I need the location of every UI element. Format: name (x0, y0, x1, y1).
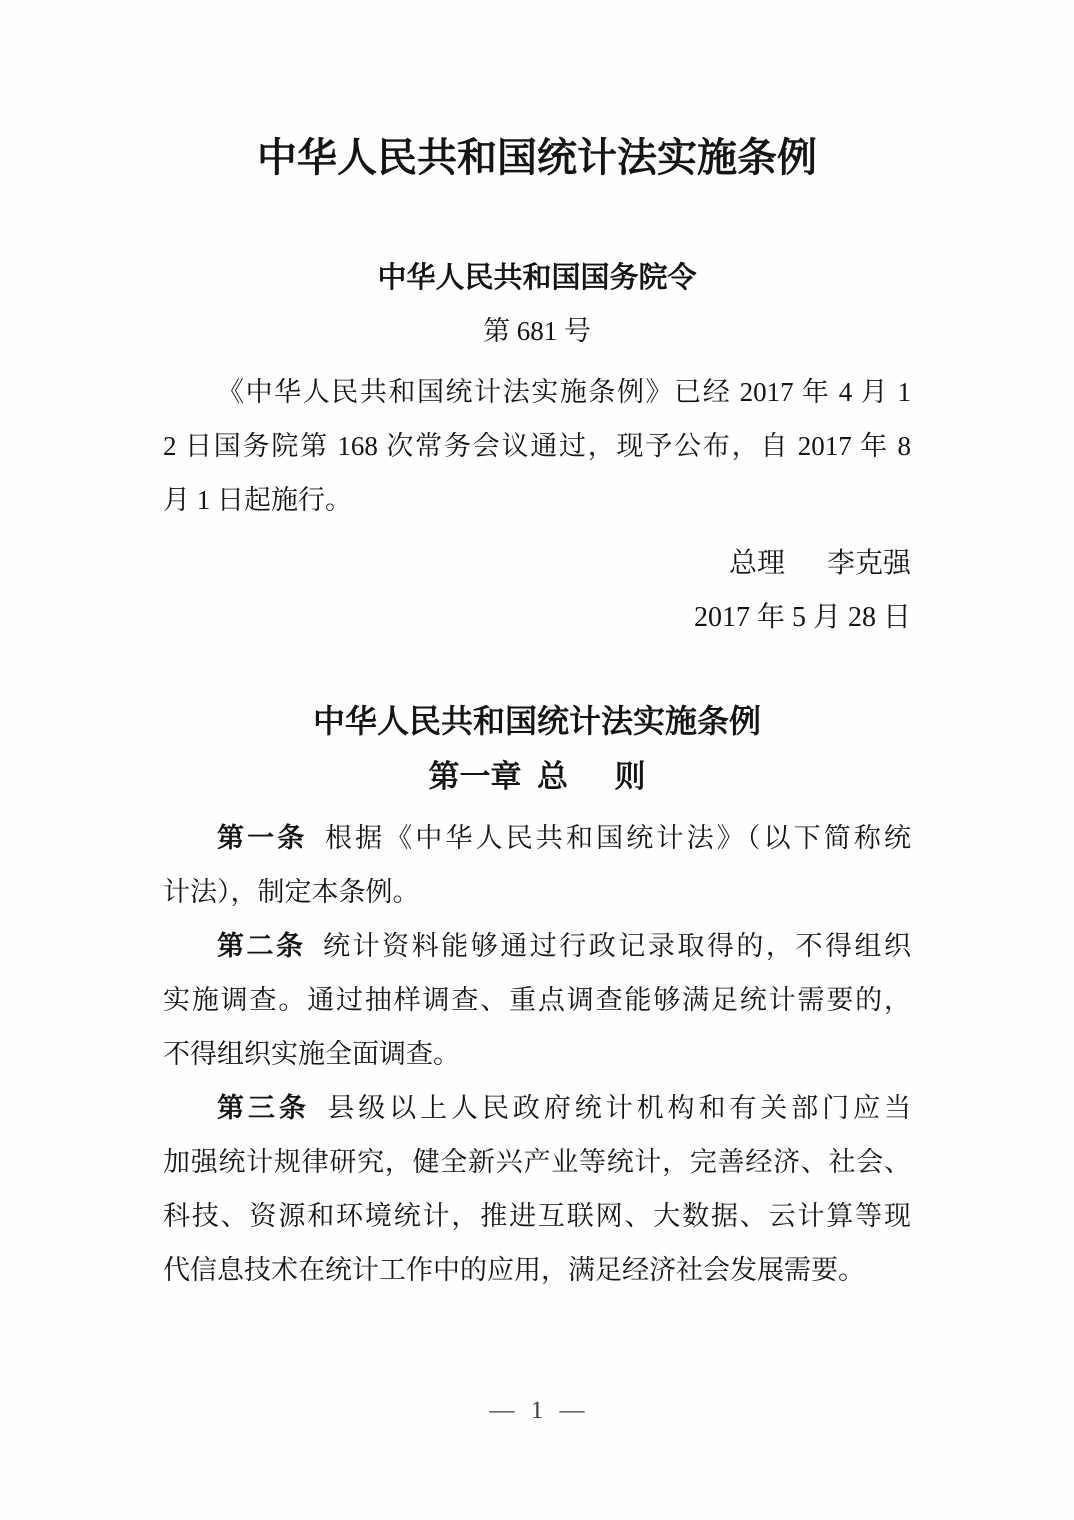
decree-announcement (163, 365, 911, 527)
signature-line: 总理 李克强 (728, 548, 911, 579)
article-text-line: 第二条 统计资料能够通过行政记录取得的，不得组织 (217, 931, 911, 961)
chapter-heading: 第一章 总 则 (428, 759, 646, 794)
signature-date: 2017 年 5 月 28 日 (693, 602, 911, 633)
law-title: 中华人民共和国统计法实施条例 (312, 703, 761, 739)
decree-org-heading: 中华人民共和国国务院令 (377, 262, 697, 294)
article-text-line: 第三条 县级以上人民政府统计机构和有关部门应当 (217, 1093, 912, 1123)
article-text-line: 第一条 根据《中华人民共和国统计法》（以下简称统 (217, 823, 912, 853)
articles-container (163, 811, 911, 1297)
decree-text-line: 2 日国务院第 168 次常务会议通过，现予公布，自 2017 年 8 (163, 431, 911, 461)
article-text-line: 加强统计规律研究，健全新兴产业等统计，完善经济、社会、 (163, 1147, 911, 1177)
article-text-line: 代信息技术在统计工作中的应用，满足经济社会发展需要。 (163, 1255, 865, 1285)
article-label: 第二条 (217, 931, 306, 961)
decree-text-line: 月 1 日起施行。 (163, 485, 352, 515)
document-content (163, 134, 911, 1297)
article-text-line: 实施调查。通过抽样调查、重点调查能够满足统计需要的， (163, 985, 911, 1015)
article-label: 第一条 (217, 823, 308, 853)
document-title: 中华人民共和国统计法实施条例 (257, 136, 817, 180)
decree-text-line: 《中华人民共和国统计法实施条例》已经 2017 年 4 月 1 (217, 377, 911, 407)
article-text-line: 不得组织实施全面调查。 (163, 1039, 460, 1069)
article-text-line: 计法），制定本条例。 (163, 877, 420, 907)
decree-number: 第 681 号 (483, 316, 591, 346)
article-text-line: 科技、资源和环境统计，推进互联网、大数据、云计算等现 (163, 1201, 911, 1231)
page-number: — 1 — (489, 1397, 585, 1424)
article-label: 第三条 (217, 1093, 310, 1123)
